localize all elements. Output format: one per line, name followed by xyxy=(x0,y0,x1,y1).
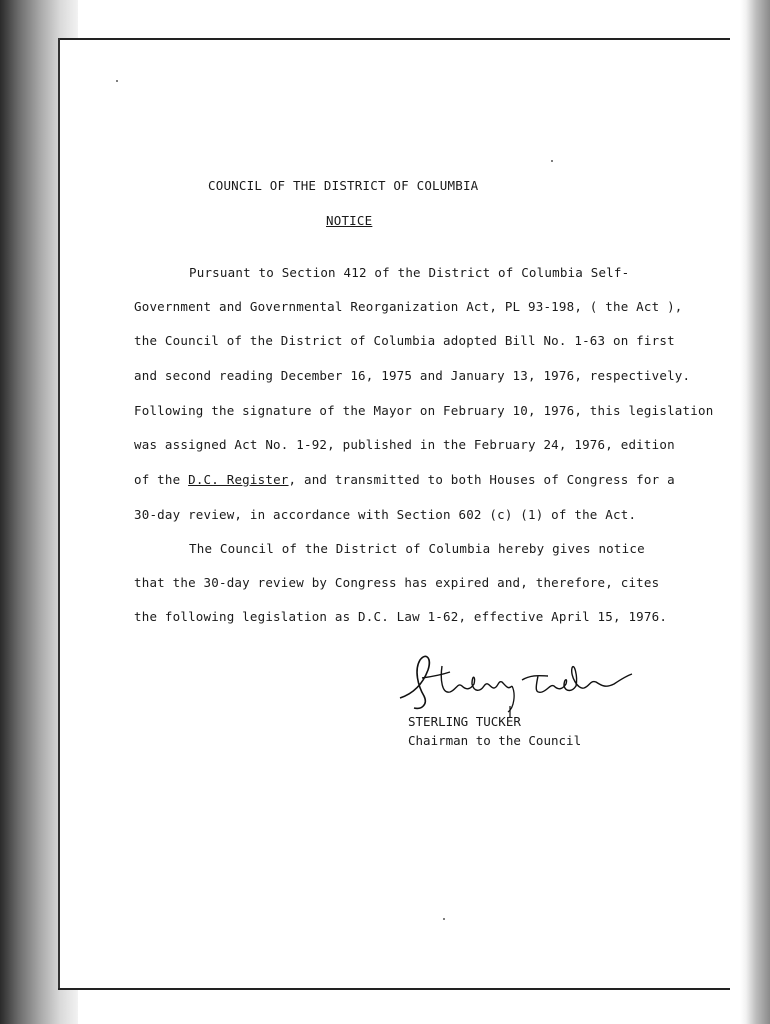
handwritten-signature xyxy=(392,646,636,718)
scan-speck xyxy=(443,918,445,920)
dc-register-title: D.C. Register xyxy=(188,472,289,487)
body-line: 30-day review, in accordance with Section 602 (c) (1) of the Act. xyxy=(134,507,637,522)
signer-title: Chairman to the Council xyxy=(408,733,582,748)
page-right-edge-shadow xyxy=(740,0,770,1024)
body-line: the following legislation as D.C. Law 1-62, effective April 15, 1976. xyxy=(134,609,668,624)
body-text: , and transmitted to both Houses of Congress for a xyxy=(288,472,675,487)
document-heading: COUNCIL OF THE DISTRICT OF COLUMBIA xyxy=(208,178,479,193)
body-line: Following the signature of the Mayor on February 10, 1976, this legislation xyxy=(134,403,714,418)
signature-block xyxy=(408,712,581,750)
page-left-edge xyxy=(58,38,60,988)
signer-name: STERLING TUCKER xyxy=(408,714,521,729)
body-line: the Council of the District of Columbia adopted Bill No. 1-63 on first xyxy=(134,333,675,348)
body-line xyxy=(134,472,675,487)
body-line: that the 30-day review by Congress has expired and, therefore, cites xyxy=(134,575,660,590)
body-text: of the xyxy=(134,472,189,487)
body-line: The Council of the District of Columbia hereby gives notice xyxy=(189,541,645,556)
body-line: Pursuant to Section 412 of the District of Columbia Self- xyxy=(189,265,630,280)
scan-speck xyxy=(551,160,553,162)
body-line: Government and Governmental Reorganization Act, PL 93-198, ( the Act ), xyxy=(134,299,683,314)
notice-title: NOTICE xyxy=(326,213,373,228)
body-line: and second reading December 16, 1975 and January 13, 1976, respectively. xyxy=(134,368,691,383)
scan-speck xyxy=(116,80,118,82)
body-line: was assigned Act No. 1-92, published in the February 24, 1976, edition xyxy=(134,437,675,452)
